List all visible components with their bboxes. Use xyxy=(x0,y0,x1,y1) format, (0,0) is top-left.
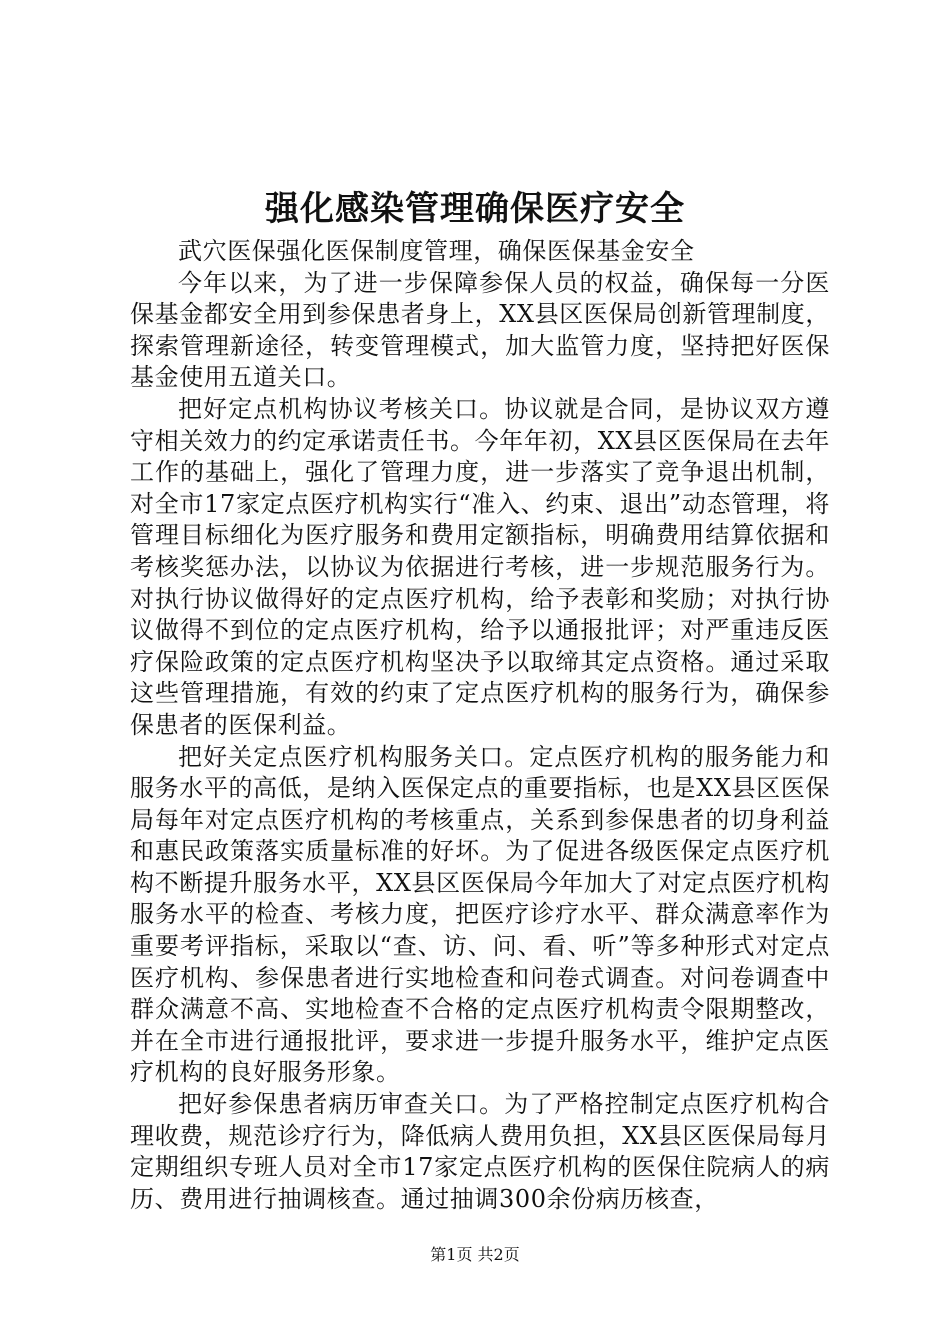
document-body xyxy=(130,236,830,1215)
document-title: 强化感染管理确保医疗安全 xyxy=(265,189,685,229)
paragraph-service-review: 把好关定点医疗机构服务关口。定点医疗机构的服务能力和服务水平的高低，是纳入医保定点的重要指标，也是XX县区医保局每年对定点医疗机构的考核重点，关系到参保患者的切身利益和惠民政策落实质量标准的好坏。为了促进各级医保定点医疗机构不断提升服务水平，XX县区医保局今年加大了对定点医疗机构服务水平的检查、考核力度，把医疗诊疗水平、群众满意率作为重要考评指标，采取以“查、访、问、看、听”等多种形式对定点医疗机构、参保患者进行实地检查和问卷式调查。对问卷调查中群众满意不高、实地检查不合格的定点医疗机构责令限期整改，并在全市进行通报批评，要求进一步提升服务水平，维护定点医疗机构的良好服务形象。 xyxy=(130,742,830,1087)
page-number-footer: 第1页 共2页 xyxy=(430,1245,520,1264)
paragraph-agreement-review: 把好定点机构协议考核关口。协议就是合同，是协议双方遵守相关效力的约定承诺责任书。今年年初，XX县区医保局在去年工作的基础上，强化了管理力度，进一步落实了竞争退出机制，对全市17家定点医疗机构实行“准入、约束、退出”动态管理，将管理目标细化为医疗服务和费用定额指标，明确费用结算依据和考核奖惩办法，以协议为依据进行考核，进一步规范服务行为。对执行协议做得好的定点医疗机构，给予表彰和奖励；对执行协议做得不到位的定点医疗机构，给予以通报批评；对严重违反医疗保险政策的定点医疗机构坚决予以取缔其定点资格。通过采取这些管理措施，有效的约束了定点医疗机构的服务行为，确保参保患者的医保利益。 xyxy=(130,394,830,739)
paragraph-intro: 今年以来，为了进一步保障参保人员的权益，确保每一分医保基金都安全用到参保患者身上，XX县区医保局创新管理制度，探索管理新途径，转变管理模式，加大监管力度，坚持把好医保基金使用五道关口。 xyxy=(130,268,830,392)
paragraph-medical-record-review: 把好参保患者病历审查关口。为了严格控制定点医疗机构合理收费，规范诊疗行为，降低病人费用负担，XX县区医保局每月定期组织专班人员对全市17家定点医疗机构的医保住院病人的病历、费用进行抽调核查。通过抽调300余份病历核查， xyxy=(130,1090,830,1213)
paragraph-subtitle: 武穴医保强化医保制度管理，确保医保基金安全 xyxy=(178,237,695,265)
